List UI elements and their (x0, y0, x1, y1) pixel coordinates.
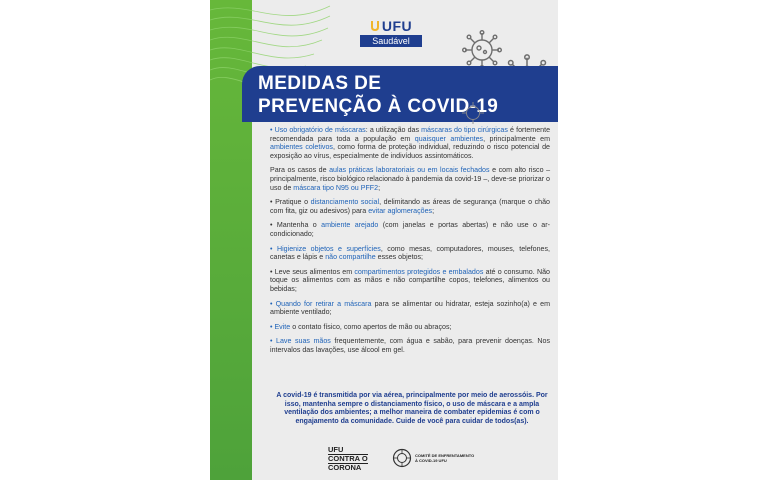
highlighted-text: distanciamento social (310, 198, 380, 207)
highlighted-text: aulas práticas laboratoriais ou em locais fechados (329, 166, 490, 175)
poster (210, 0, 558, 480)
highlighted-text: • Higienize objetos e superfícies (270, 244, 381, 253)
footer-left-line-3: CORONA (328, 463, 362, 472)
footer-logos (328, 446, 548, 472)
body-text: ; (378, 183, 381, 192)
highlighted-text: ambiente arejado (321, 221, 379, 230)
highlighted-text: máscara tipo N95 ou PFF2 (293, 183, 379, 192)
highlighted-text: • Lave suas mãos (270, 337, 331, 346)
body-text: • Mantenha o (270, 221, 322, 230)
body-text: até o consumo. Não toque os alimentos com as mãos e não compartilhe copos, telefones, alimentos ou bebidas; (270, 267, 550, 293)
committee-text: COMITÊ DE ENFRENTAMENTO À COVID-19 UFU (415, 453, 475, 463)
highlighted-text: • Quando for retirar a máscara (270, 299, 372, 308)
measure-item (270, 166, 550, 192)
title-banner (242, 66, 558, 122)
logo-brand: UFU (381, 18, 413, 34)
measure-item (270, 268, 550, 294)
measures-list (270, 126, 550, 360)
footer-left-line-1: UFU (328, 445, 344, 454)
virus-icon (460, 100, 486, 126)
virus-icon (462, 30, 502, 70)
ufu-saudavel-logo (360, 18, 422, 47)
body-text: , como mesas, computadores, mouses, telefones, canetas e lápis e (270, 244, 551, 262)
highlighted-text: evitar aglomerações (368, 206, 433, 215)
highlighted-text: máscaras do tipo cirúrgicas (421, 126, 508, 134)
ufu-logo-icon (370, 20, 380, 32)
highlighted-text: quaisquer ambientes (414, 134, 484, 143)
measure-item (270, 300, 550, 317)
measure-item (270, 126, 550, 160)
measure-item (270, 198, 550, 215)
body-text: • Pratique o (270, 198, 311, 207)
highlighted-text: • Evite (270, 322, 291, 331)
committee-seal-icon (392, 448, 412, 468)
highlighted-text: ambientes coletivos (270, 143, 333, 152)
body-text: • Leve seus alimentos em (270, 267, 355, 276)
title-line-1: MEDIDAS DE (258, 73, 382, 94)
body-text: é fortemente recomendada para toda a população em (270, 126, 551, 143)
highlighted-text: • Uso obrigatório de máscaras (270, 126, 366, 134)
highlighted-text: compartimentos protegidos e embalados (354, 267, 484, 276)
logo-subtitle: Saudável (360, 35, 422, 47)
measure-item (270, 245, 550, 262)
body-text: ; (432, 206, 435, 215)
body-text: frequentemente, com água e sabão, para prevenir doenças. Nos intervalos das lavações, use álcool em gel. (270, 337, 551, 354)
body-text: : a utilização das (365, 126, 422, 134)
measure-item (270, 323, 550, 332)
body-text: , como forma de proteção individual, reduzindo o risco potencial de exposição ao vírus, especialmente de indivíduos assintomáticos. (270, 143, 550, 160)
body-text: Para os casos de (270, 166, 330, 175)
body-text: , principalmente em (483, 134, 551, 143)
ufu-contra-o-corona-logo (328, 446, 368, 472)
measure-item (270, 221, 550, 238)
body-text: (com janelas e portas abertas) e não use o ar-condicionado; (270, 221, 550, 238)
title-line-2: PREVENÇÃO À COVID-19 (258, 96, 499, 117)
summary-text: A covid-19 é transmitida por via aérea, principalmente por meio de aerossóis. Por isso, mantenha sempre o distanciamento físico, o uso de máscara e a ampla ventilação dos ambientes; a melhor maneira de combater epidemias é com o engajamento da comunidade. Cuide de você para cuidar de todos(as). (276, 392, 548, 425)
highlighted-text: não compartilhe (325, 253, 376, 262)
body-text: para se alimentar ou hidratar, esteja sozinho(a) e em ambiente ventilado; (270, 299, 550, 317)
body-text: e com alto risco – principalmente, risco biológico relacionado à pandemia da covid-19 –, deve-se priorizar o uso de (270, 166, 551, 192)
footer-left-line-2: CONTRA O (328, 454, 368, 463)
body-text: , delimitando as áreas de segurança (marque o chão com fita, giz ou adesivos) para (270, 198, 551, 215)
body-text: o contato físico, como apertos de mão ou abraços; (290, 322, 452, 331)
committee-logo (392, 448, 475, 468)
body-text: esses objetos; (375, 253, 424, 262)
measure-item (270, 337, 550, 354)
